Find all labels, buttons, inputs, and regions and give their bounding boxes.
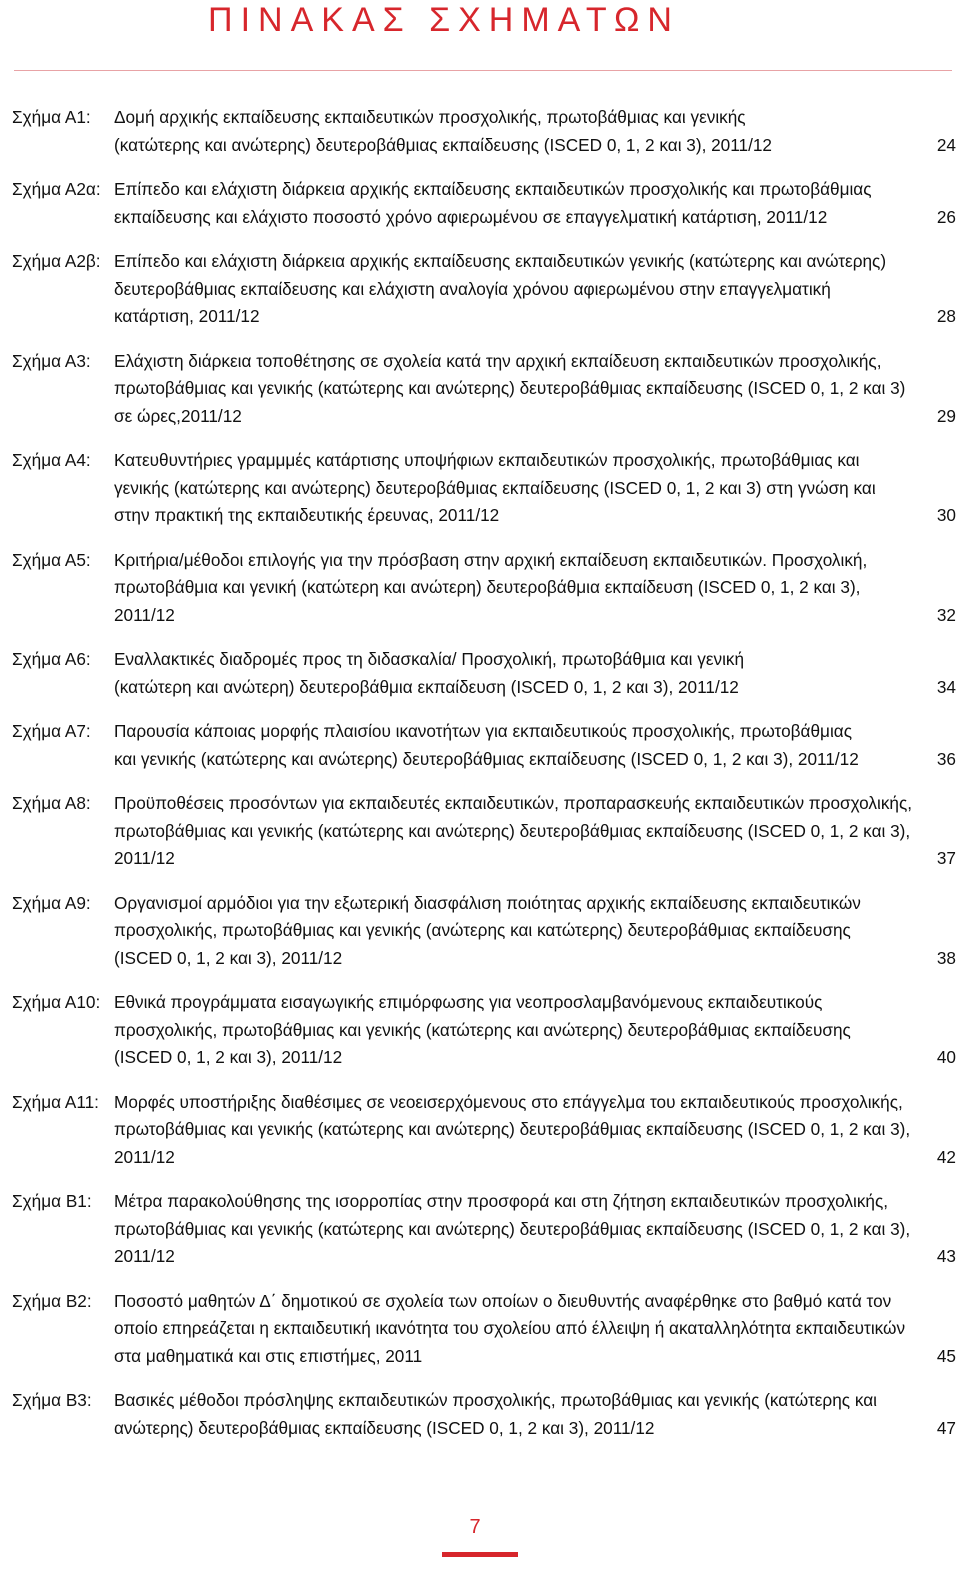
figure-entry-b3 (12, 1387, 956, 1442)
figure-label: Σχήμα Α8: (12, 793, 91, 813)
figure-title: Επίπεδο και ελάχιστη διάρκεια αρχικής εκπαίδευσης εκπαιδευτικών γενικής (κατώτερης και ανώτερης) δευτεροβάθμιας εκπαίδευσης και ελάχιστη αναλογία χρόνου αφιερωμένου στην επαγγελματική κατάρτιση, 2011/12 (114, 251, 887, 326)
figure-label: Σχήμα Α6: (12, 649, 91, 669)
figure-title: Προϋποθέσεις προσόντων για εκπαιδευτές εκπαιδευτικών, προπαρασκευής εκπαιδευτικών προσχολικής, πρωτοβάθμιας και γενικής (κατώτερης και ανώτερης) δευτεροβάθμιας εκπαίδευσης (ISCED 0, 1, 2 και 3), 2011/12 (114, 793, 913, 868)
figure-entry-a11 (12, 1089, 956, 1172)
figure-label: Σχήμα Α10: (12, 992, 101, 1012)
figure-title: Παρουσία κάποιας μορφής πλαισίου ικανοτήτων για εκπαιδευτικούς προσχολικής, πρωτοβάθμιας και γενικής (κατώτερης και ανώτερης) δευτεροβάθμιας εκπαίδευσης (ISCED 0, 1, 2 και 3), 2011/12 (114, 721, 859, 769)
figure-entry-b2 (12, 1288, 956, 1371)
figure-page-number: 29 (936, 405, 956, 426)
figure-title: Κριτήρια/μέθοδοι επιλογής για την πρόσβαση στην αρχική εκπαίδευση εκπαιδευτικών. Προσχολική, πρωτοβάθμια και γενική (κατώτερη και ανώτερη) δευτεροβάθμια εκπαίδευση (ISCED 0, 1, 2 και 3), 2011/12 (114, 549, 868, 625)
figure-entry-a10 (12, 989, 956, 1072)
figure-page-number: 26 (936, 206, 956, 227)
figure-page-number: 32 (936, 604, 956, 625)
figure-label: Σχήμα Α4: (12, 450, 91, 470)
figure-title: Ελάχιστη διάρκεια τοποθέτησης σε σχολεία κατά την αρχική εκπαίδευση εκπαιδευτικών προσχολικής, πρωτοβάθμιας και γενικής (κατώτερης και ανώτερης) δευτεροβάθμιας εκπαίδευσης (ISCED 0, 1, 2 και 3) σε ώρες,2011/12 (114, 350, 906, 426)
figure-page-number: 30 (936, 505, 956, 525)
figure-entry-a6 (12, 646, 956, 701)
figure-entry-a3 (12, 348, 956, 431)
figure-page-number: 40 (936, 1047, 956, 1067)
figure-label: Σχήμα Α9: (12, 892, 91, 913)
figure-label: Σχήμα Β1: (12, 1191, 92, 1211)
figure-entry-a2b (12, 248, 956, 331)
figure-entry-a2a (12, 176, 956, 231)
figure-label: Σχήμα Α1: (12, 107, 91, 127)
figure-list (12, 104, 956, 1459)
figure-title: Ποσοστό μαθητών Δ΄ δημοτικού σε σχολεία των οποίων ο διευθυντής αναφέρθηκε στο βαθμό κατά τον οποίο επηρεάζεται η εκπαιδευτική ικανότητα του σχολείου από έλλειψη ή ακαταλληλότητα εκπαιδευτικών στα μαθηματικά και στις επιστήμες, 2011 (114, 1290, 906, 1366)
figure-title: Επίπεδο και ελάχιστη διάρκεια αρχικής εκπαίδευσης εκπαιδευτικών προσχολικής και πρωτοβάθμιας εκπαίδευσης και ελάχιστο ποσοστό χρόνο αφιερωμένου σε επαγγελματική κατάρτιση, 2011/12 (114, 179, 872, 227)
figure-entry-b1 (12, 1188, 956, 1271)
figure-entry-a4 (12, 447, 956, 530)
figure-entry-a7 (12, 718, 956, 773)
figure-entry-a8 (12, 790, 956, 873)
figure-title: Οργανισμοί αρμόδιοι για την εξωτερική διασφάλιση ποιότητας αρχικής εκπαίδευσης εκπαιδευτικών προσχολικής, πρωτοβάθμιας και γενικής (ανώτερης και κατώτερης) δευτεροβάθμιας εκπαίδευσης (ISCED 0, 1, 2 και 3), 2011/12 (114, 892, 861, 968)
figure-entry-a9 (12, 890, 956, 973)
figure-label: Σχήμα Α5: (12, 549, 91, 570)
figure-page-number: 36 (936, 748, 956, 769)
figure-label: Σχήμα Β3: (12, 1390, 92, 1410)
figure-title: Κατευθυντήριες γραμμμές κατάρτισης υποψήφιων εκπαιδευτικών προσχολικής, πρωτοβάθμιας και γενικής (κατώτερης και ανώτερης) δευτεροβάθμιας εκπαίδευσης (ISCED 0, 1, 2 και 3) στη γνώση και στην πρακτική της εκπαιδευτικής έρευνας, 2011/12 (114, 450, 876, 525)
figure-title: Εναλλακτικές διαδρομές προς τη διδασκαλία/ Προσχολική, πρωτοβάθμια και γενική (κατώτερη και ανώτερη) δευτεροβάθμια εκπαίδευση (ISCED 0, 1, 2 και 3), 2011/12 (114, 649, 745, 697)
figure-title: Δομή αρχικής εκπαίδευσης εκπαιδευτικών προσχολικής, πρωτοβάθμιας και γενικής (κατώτερης και ανώτερης) δευτεροβάθμιας εκπαίδευσης (ISCED 0, 1, 2 και 3), 2011/12 (114, 107, 772, 155)
title-divider (14, 70, 952, 71)
figure-page-number: 42 (936, 1146, 956, 1167)
figure-label: Σχήμα Β2: (12, 1290, 92, 1311)
page-number: 7 (469, 1516, 481, 1538)
figure-title: Μορφές υποστήριξης διαθέσιμες σε νεοεισερχόμενους στο επάγγελμα του εκπαιδευτικούς προσχολικής, πρωτοβάθμιας και γενικής (κατώτερης και ανώτερης) δευτεροβάθμιας εκπαίδευσης (ISCED 0, 1, 2 και 3), 2011/12 (114, 1091, 911, 1167)
figure-page-number: 43 (936, 1246, 956, 1266)
figure-page-number: 28 (936, 306, 956, 326)
figure-label: Σχήμα Α2α: (12, 179, 101, 199)
figure-page-number: 45 (936, 1345, 956, 1366)
footer-accent-bar (442, 1552, 518, 1557)
figure-entry-a1 (12, 104, 956, 159)
figure-title: Εθνικά προγράμματα εισαγωγικής επιμόρφωσης για νεοπροσλαμβανόμενους εκπαιδευτικούς προσχολικής, πρωτοβάθμιας και γενικής (κατώτερης και ανώτερης) δευτεροβάθμιας εκπαίδευσης (ISCED 0, 1, 2 και 3), 2011/12 (114, 992, 851, 1067)
figure-page-number: 37 (936, 848, 956, 868)
figure-page-number: 24 (936, 134, 956, 155)
figure-page-number: 47 (936, 1417, 956, 1438)
figure-label: Σχήμα Α7: (12, 721, 91, 741)
figure-label: Σχήμα Α2β: (12, 251, 101, 271)
figure-page-number: 38 (936, 947, 956, 968)
figure-page-number: 34 (936, 676, 956, 697)
figure-label: Σχήμα Α3: (12, 350, 91, 371)
figure-entry-a5 (12, 547, 956, 630)
figure-title: Βασικές μέθοδοι πρόσληψης εκπαιδευτικών προσχολικής, πρωτοβάθμιας και γενικής (κατώτερης και ανώτερης) δευτεροβάθμιας εκπαίδευσης (ISCED 0, 1, 2 και 3), 2011/12 (114, 1390, 877, 1438)
figure-title: Μέτρα παρακολούθησης της ισορροπίας στην προσφορά και στη ζήτηση εκπαιδευτικών προσχολικής, πρωτοβάθμιας και γενικής (κατώτερης και ανώτερης) δευτεροβάθμιας εκπαίδευσης (ISCED 0, 1, 2 και 3), 2011/12 (114, 1191, 911, 1266)
figure-label: Σχήμα Α11: (12, 1091, 99, 1112)
page-title: ΠΙΝΑΚΑΣ ΣΧΗΜΑΤΩΝ (208, 1, 680, 39)
